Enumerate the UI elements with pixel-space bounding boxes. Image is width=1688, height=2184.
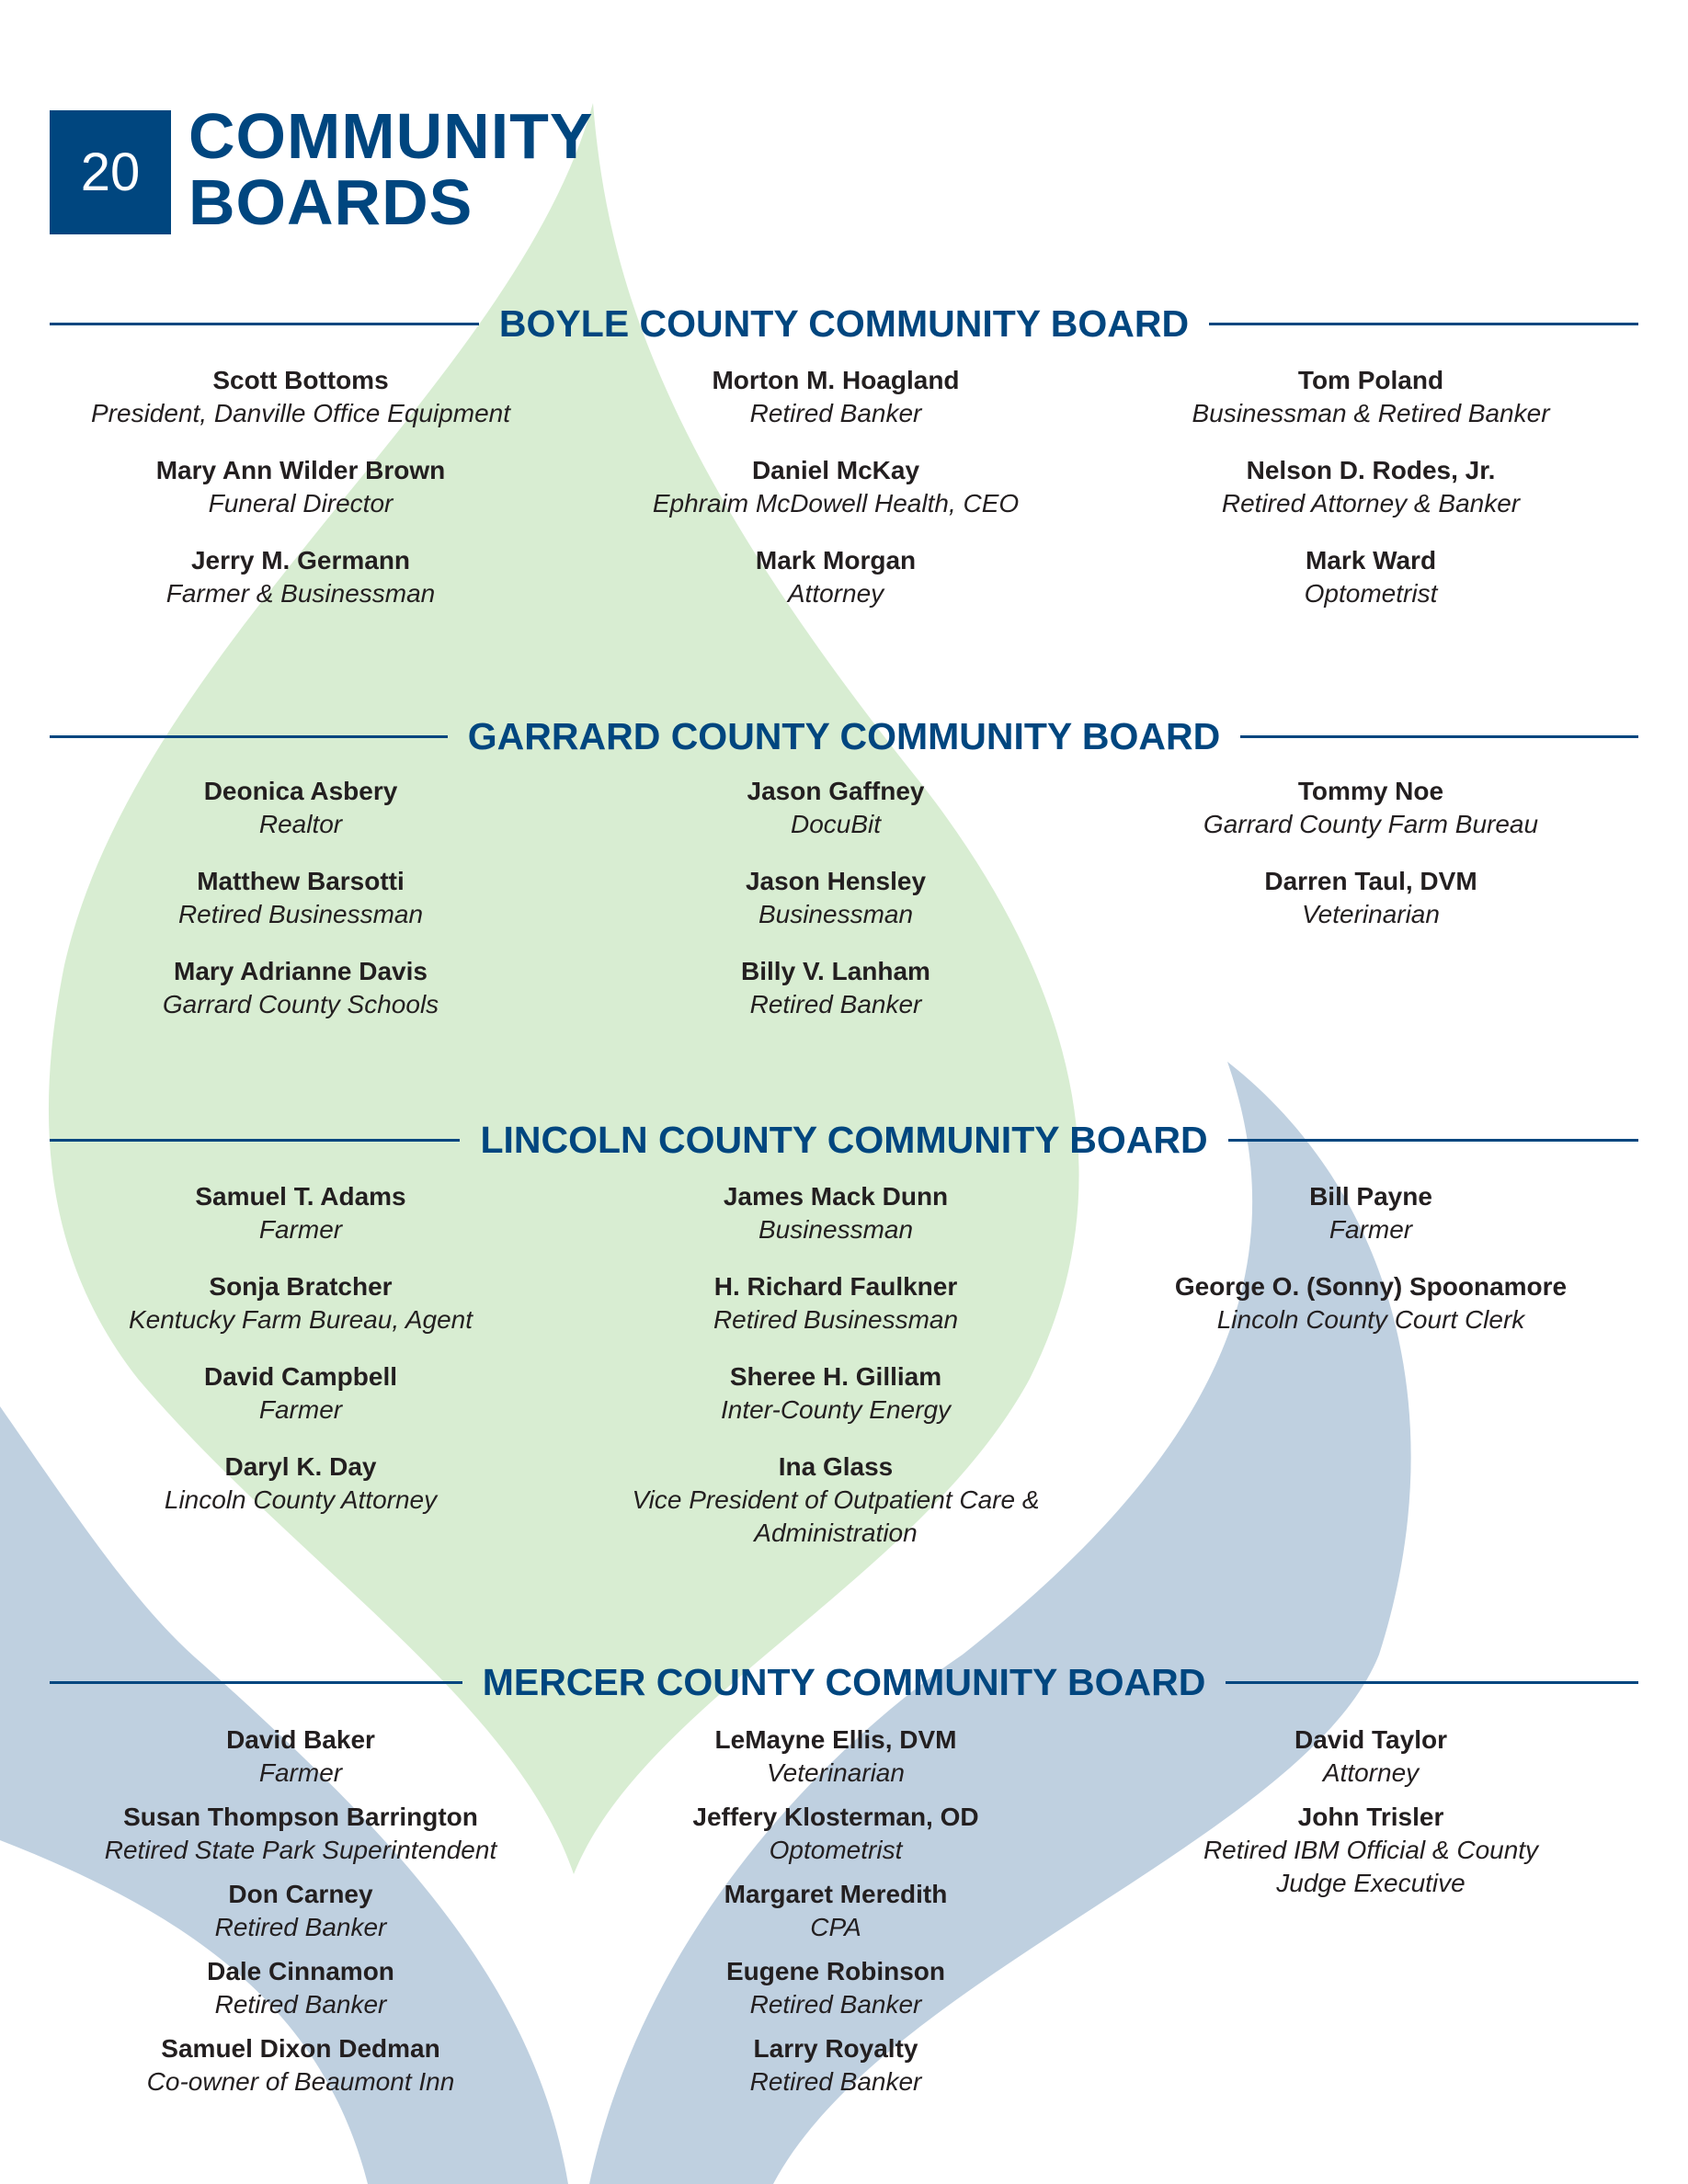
member-name: Susan Thompson Barrington	[123, 1803, 478, 1831]
member-role: Lincoln County Court Clerk	[1216, 1305, 1525, 1334]
member-name: Jason Hensley	[745, 867, 927, 895]
board-member	[1104, 1270, 1637, 1337]
board-member	[34, 1955, 567, 2021]
board-member	[34, 775, 567, 841]
board-member	[34, 955, 567, 1021]
member-name: Jerry M. Germann	[190, 546, 411, 574]
member-role: DocuBit	[790, 810, 882, 838]
board-member	[34, 1878, 567, 1944]
member-role: Farmer	[1329, 1215, 1413, 1244]
member-role: Retired Attorney & Banker	[1221, 489, 1521, 518]
board-member	[34, 2032, 567, 2099]
member-name: Tommy Noe	[1297, 777, 1444, 805]
member-role: Garrard County Farm Bureau	[1203, 810, 1539, 838]
member-name: David Baker	[226, 1725, 375, 1754]
board-member	[34, 1180, 567, 1246]
board-member	[1104, 454, 1637, 520]
member-role: Attorney	[1322, 1758, 1420, 1787]
member-name: Darren Taul, DVM	[1264, 867, 1477, 895]
divider-line	[50, 1139, 460, 1142]
member-name: Jason Gaffney	[747, 777, 925, 805]
member-name: Scott Bottoms	[212, 366, 389, 394]
board-member	[34, 544, 567, 610]
page-title-line2: BOARDS	[188, 166, 473, 238]
member-role: Retired Banker	[749, 990, 922, 1018]
board-member	[569, 1955, 1102, 2021]
member-name: Margaret Meredith	[724, 1880, 948, 1908]
divider-line	[1226, 1681, 1638, 1684]
board-member	[569, 1878, 1102, 1944]
member-name: George O. (Sonny) Spoonamore	[1174, 1272, 1568, 1301]
member-role: Retired Banker	[214, 1913, 387, 1941]
board-member	[569, 364, 1102, 430]
board-member	[1104, 1180, 1637, 1246]
member-name: Larry Royalty	[753, 2034, 918, 2063]
member-name: Morton M. Hoagland	[712, 366, 960, 394]
board-title: BOYLE COUNTY COMMUNITY BOARD	[498, 301, 1190, 345]
member-role: Farmer & Businessman	[165, 579, 436, 608]
member-role: Veterinarian	[1302, 900, 1440, 928]
member-role: Attorney	[787, 579, 884, 608]
board-header	[50, 1117, 1638, 1163]
member-name: Bill Payne	[1309, 1182, 1432, 1211]
member-name: Dale Cinnamon	[207, 1957, 394, 1985]
member-role: Retired Banker	[749, 1990, 922, 2019]
member-role: Retired Banker	[214, 1990, 387, 2019]
board-member	[569, 865, 1102, 931]
member-name: Mary Adrianne Davis	[174, 957, 428, 985]
member-role: Optometrist	[769, 1836, 903, 1864]
member-name: Daryl K. Day	[224, 1452, 377, 1481]
board-member	[569, 955, 1102, 1021]
board-member	[34, 1450, 567, 1517]
page-title	[188, 100, 594, 238]
member-name: Eugene Robinson	[726, 1957, 945, 1985]
board-member	[1104, 544, 1637, 610]
board-member	[34, 364, 567, 430]
member-role: Veterinarian	[767, 1758, 905, 1787]
member-name: Jeffery Klosterman, OD	[692, 1803, 979, 1831]
board-member	[569, 1270, 1102, 1337]
member-name: John Trisler	[1297, 1803, 1444, 1831]
board-member	[569, 1723, 1102, 1790]
divider-line	[1209, 323, 1638, 325]
member-name: David Campbell	[203, 1362, 398, 1391]
member-role: Realtor	[258, 810, 343, 838]
divider-line	[50, 735, 448, 738]
board-title: MERCER COUNTY COMMUNITY BOARD	[482, 1660, 1206, 1703]
member-role: Retired Businessman	[177, 900, 424, 928]
member-name: Ina Glass	[778, 1452, 894, 1481]
member-role: Retired Banker	[749, 399, 922, 427]
member-role: Optometrist	[1304, 579, 1438, 608]
board-member	[1178, 1801, 1564, 1900]
member-name: LeMayne Ellis, DVM	[714, 1725, 957, 1754]
member-role: Inter-County Energy	[720, 1395, 952, 1424]
member-role: Farmer	[258, 1395, 343, 1424]
member-name: David Taylor	[1295, 1725, 1447, 1754]
member-name: Sonja Bratcher	[209, 1272, 393, 1301]
board-header	[50, 1659, 1638, 1705]
board-member	[1104, 775, 1637, 841]
board-member	[569, 775, 1102, 841]
member-name: Matthew Barsotti	[197, 867, 405, 895]
board-header	[50, 301, 1638, 347]
board-member	[34, 1801, 567, 1867]
member-role: Vice President of Outpatient Care & Administration	[632, 1485, 1040, 1547]
member-name: H. Richard Faulkner	[713, 1272, 958, 1301]
member-role: Retired State Park Superintendent	[104, 1836, 497, 1864]
member-name: Nelson D. Rodes, Jr.	[1246, 456, 1496, 484]
member-role: Businessman	[758, 900, 914, 928]
member-role: Garrard County Schools	[162, 990, 439, 1018]
board-member	[569, 1360, 1102, 1427]
board-member	[569, 1801, 1102, 1867]
member-name: Daniel McKay	[751, 456, 920, 484]
board-member	[34, 454, 567, 520]
member-role: Retired Banker	[749, 2067, 922, 2096]
divider-line	[50, 323, 479, 325]
board-member	[34, 1270, 567, 1337]
board-member	[569, 1180, 1102, 1246]
member-name: James Mack Dunn	[723, 1182, 949, 1211]
page-number-badge: 20	[50, 110, 171, 234]
member-name: Don Carney	[228, 1880, 373, 1908]
board-member	[1104, 1723, 1637, 1790]
divider-line	[50, 1681, 462, 1684]
member-name: Samuel T. Adams	[195, 1182, 406, 1211]
board-title: LINCOLN COUNTY COMMUNITY BOARD	[480, 1118, 1208, 1161]
board-member	[34, 1723, 567, 1790]
member-role: Funeral Director	[208, 489, 393, 518]
board-member	[587, 1450, 1084, 1550]
member-role: Retired IBM Official & County Judge Executive	[1203, 1836, 1539, 1897]
divider-line	[1228, 1139, 1638, 1142]
divider-line	[1240, 735, 1638, 738]
page-title-line1: COMMUNITY	[188, 100, 594, 172]
member-role: Businessman	[758, 1215, 914, 1244]
member-role: President, Danville Office Equipment	[91, 399, 510, 427]
member-name: Deonica Asbery	[203, 777, 398, 805]
member-role: Kentucky Farm Bureau, Agent	[128, 1305, 473, 1334]
board-member	[34, 1360, 567, 1427]
member-role: Co-owner of Beaumont Inn	[146, 2067, 455, 2096]
member-role: CPA	[810, 1913, 861, 1941]
member-name: Mark Morgan	[755, 546, 917, 574]
member-role: Retired Businessman	[713, 1305, 959, 1334]
member-name: Mary Ann Wilder Brown	[155, 456, 446, 484]
member-name: Mark Ward	[1305, 546, 1437, 574]
board-member	[569, 454, 1102, 520]
member-role: Lincoln County Attorney	[164, 1485, 438, 1514]
member-name: Billy V. Lanham	[741, 957, 930, 985]
board-header	[50, 713, 1638, 759]
board-title: GARRARD COUNTY COMMUNITY BOARD	[467, 714, 1221, 757]
member-name: Samuel Dixon Dedman	[161, 2034, 440, 2063]
member-role: Businessman & Retired Banker	[1192, 399, 1550, 427]
member-name: Sheree H. Gilliam	[729, 1362, 942, 1391]
board-member	[1104, 364, 1637, 430]
board-member	[569, 2032, 1102, 2099]
board-member	[569, 544, 1102, 610]
member-name: Tom Poland	[1297, 366, 1444, 394]
member-role: Ephraim McDowell Health, CEO	[652, 489, 1020, 518]
board-member	[34, 865, 567, 931]
member-role: Farmer	[258, 1215, 343, 1244]
member-role: Farmer	[258, 1758, 343, 1787]
board-member	[1104, 865, 1637, 931]
